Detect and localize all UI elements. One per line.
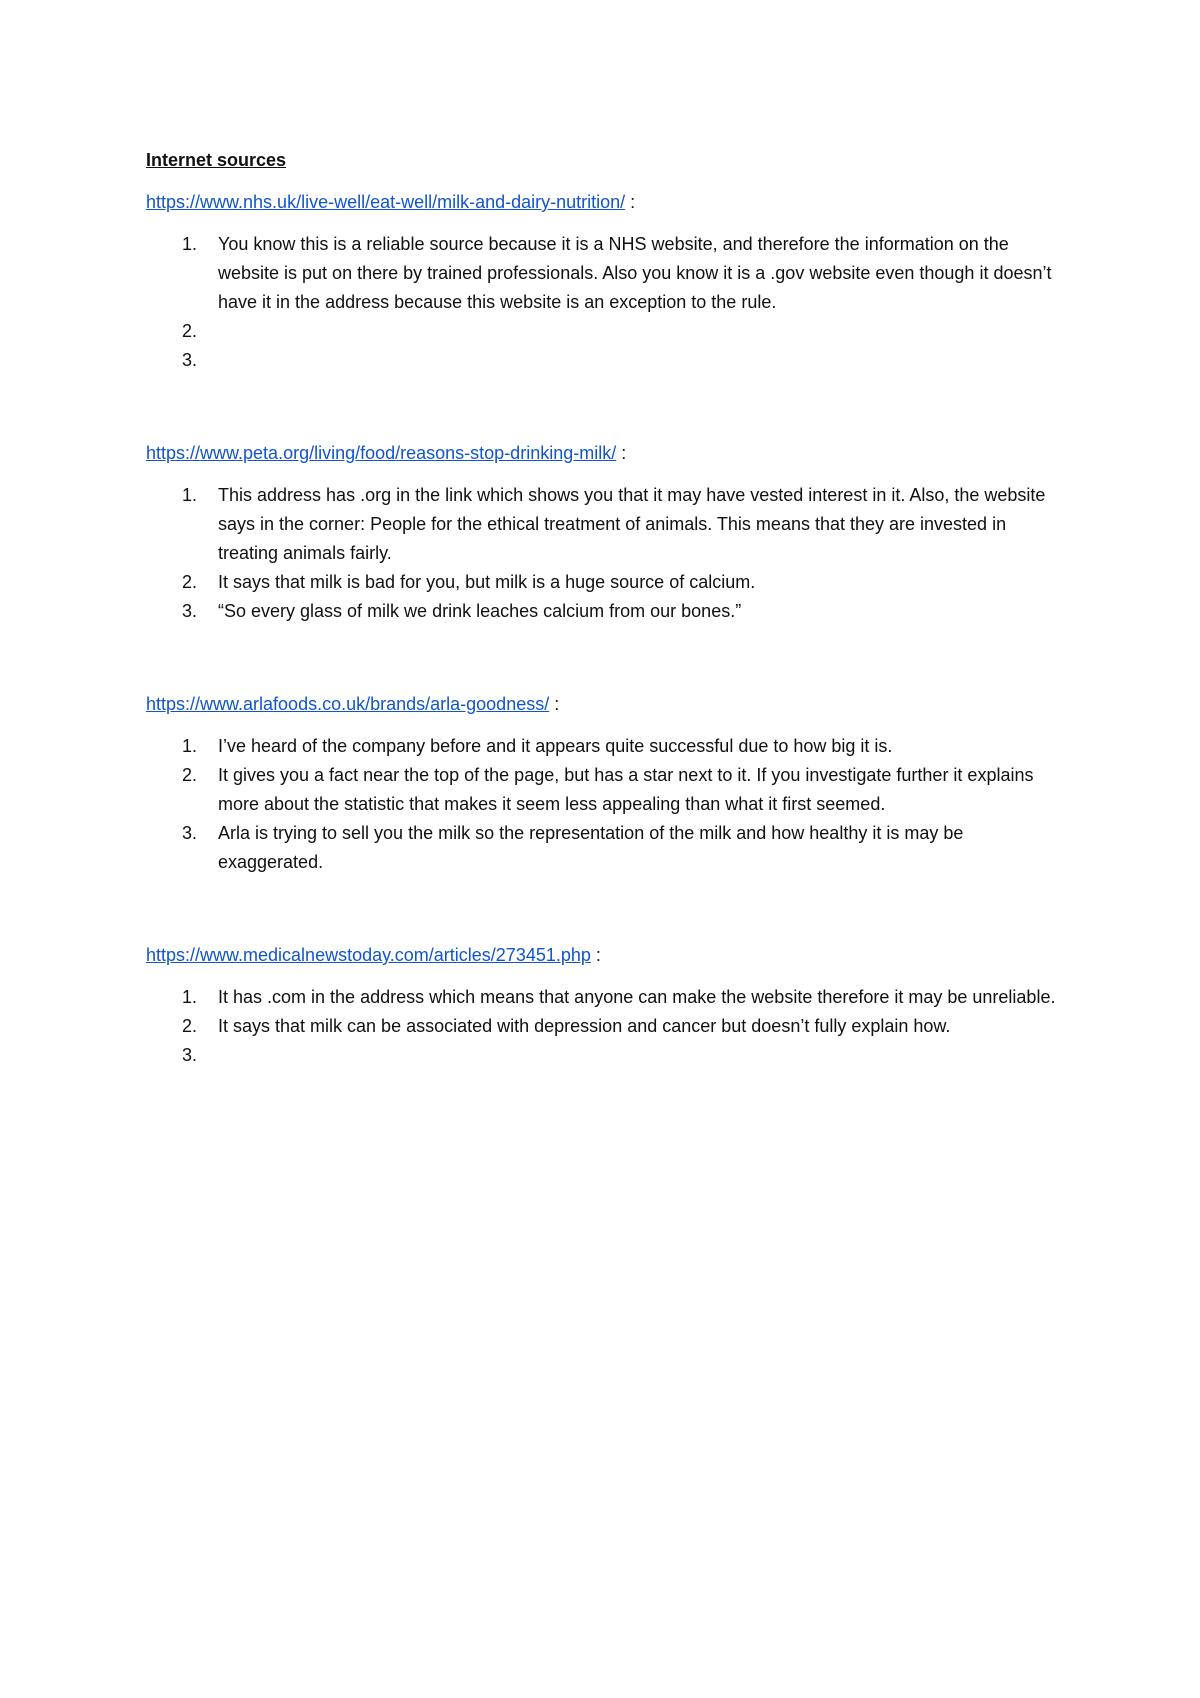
list-item-text: I’ve heard of the company before and it appears quite successful due to how big it is. bbox=[218, 736, 893, 756]
source-block-peta bbox=[146, 439, 1080, 626]
list-item bbox=[146, 346, 1058, 375]
list-item bbox=[146, 761, 1058, 819]
list-number: 1. bbox=[182, 736, 198, 756]
notes-list bbox=[146, 983, 1080, 1070]
list-item-text: Arla is trying to sell you the milk so the representation of the milk and how healthy it is may be exaggerated. bbox=[218, 823, 964, 872]
list-item bbox=[146, 983, 1058, 1012]
list-item bbox=[146, 732, 1058, 761]
list-item bbox=[146, 481, 1058, 568]
source-colon: : bbox=[625, 192, 636, 212]
list-item-text: It says that milk can be associated with depression and cancer but doesn’t fully explain how. bbox=[218, 1016, 951, 1036]
list-item bbox=[146, 819, 1058, 877]
list-number: 3. bbox=[182, 350, 198, 370]
list-item bbox=[146, 317, 1058, 346]
notes-list bbox=[146, 481, 1080, 626]
source-line bbox=[146, 690, 1080, 718]
list-item-text: It gives you a fact near the top of the page, but has a star next to it. If you investigate further it explains more about the statistic that makes it seem less appealing than what it first seemed. bbox=[218, 765, 1034, 814]
list-item bbox=[146, 230, 1058, 317]
list-number: 1. bbox=[182, 234, 198, 254]
list-item-text: This address has .org in the link which shows you that it may have vested interest in it. Also, the website says in the corner: People for the ethical treatment of animals. This means that they are invested in treating animals fairly. bbox=[218, 485, 1046, 563]
list-item-text: You know this is a reliable source because it is a NHS website, and therefore the information on the website is put on there by trained professionals. Also you know it is a .gov website even though it doesn’t have it in the address because this website is an exception to the rule. bbox=[218, 234, 1052, 312]
source-line bbox=[146, 188, 1080, 216]
source-block-nhs bbox=[146, 188, 1080, 375]
source-link-arla[interactable]: https://www.arlafoods.co.uk/brands/arla-goodness/ bbox=[146, 694, 550, 714]
list-item bbox=[146, 568, 1058, 597]
list-number: 2. bbox=[182, 321, 198, 341]
list-item bbox=[146, 1012, 1058, 1041]
list-item-text: It has .com in the address which means that anyone can make the website therefore it may be unreliable. bbox=[218, 987, 1056, 1007]
list-number: 3. bbox=[182, 1045, 198, 1065]
source-line bbox=[146, 941, 1080, 969]
list-number: 2. bbox=[182, 765, 198, 785]
source-block-medicalnewstoday bbox=[146, 941, 1080, 1070]
list-number: 1. bbox=[182, 987, 198, 1007]
source-link-peta[interactable]: https://www.peta.org/living/food/reasons-stop-drinking-milk/ bbox=[146, 443, 617, 463]
list-number: 3. bbox=[182, 601, 198, 621]
source-line bbox=[146, 439, 1080, 467]
source-colon: : bbox=[590, 945, 601, 965]
notes-list bbox=[146, 230, 1080, 375]
list-number: 3. bbox=[182, 823, 198, 843]
list-item bbox=[146, 597, 1058, 626]
source-link-nhs[interactable]: https://www.nhs.uk/live-well/eat-well/milk-and-dairy-nutrition/ bbox=[146, 192, 626, 212]
source-colon: : bbox=[549, 694, 560, 714]
list-item bbox=[146, 1041, 1058, 1070]
source-colon: : bbox=[616, 443, 627, 463]
list-item-text: “So every glass of milk we drink leaches calcium from our bones.” bbox=[218, 601, 742, 621]
notes-list bbox=[146, 732, 1080, 877]
list-number: 2. bbox=[182, 1016, 198, 1036]
list-number: 1. bbox=[182, 485, 198, 505]
source-block-arla bbox=[146, 690, 1080, 877]
list-number: 2. bbox=[182, 572, 198, 592]
source-link-medicalnewstoday[interactable]: https://www.medicalnewstoday.com/articles/273451.php bbox=[146, 945, 591, 965]
document-heading: Internet sources bbox=[146, 150, 287, 170]
list-item-text: It says that milk is bad for you, but milk is a huge source of calcium. bbox=[218, 572, 756, 592]
